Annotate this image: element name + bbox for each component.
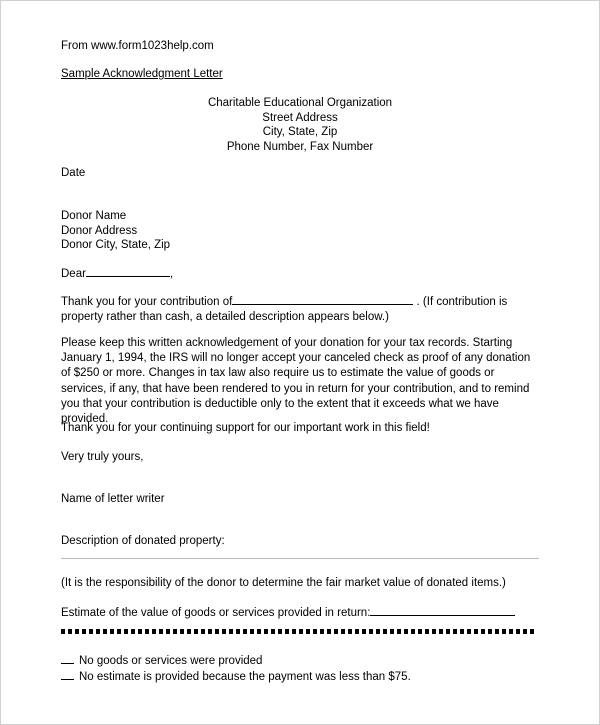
date-placeholder: Date bbox=[61, 167, 86, 179]
organization-name: Charitable Educational Organization bbox=[207, 97, 393, 109]
description-of-donated-property-label: Description of donated property: bbox=[61, 535, 225, 547]
closing-line: Very truly yours, bbox=[61, 451, 144, 463]
divider-dot bbox=[278, 629, 282, 634]
divider-dot bbox=[502, 629, 506, 634]
divider-dot bbox=[117, 629, 121, 634]
estimate-label: Estimate of the value of goods or services provided in return: bbox=[61, 607, 371, 619]
checkbox-options-list bbox=[61, 653, 539, 685]
list-item[interactable] bbox=[61, 653, 539, 669]
divider-dot bbox=[96, 629, 100, 634]
divider-dot bbox=[453, 629, 457, 634]
divider-dot bbox=[173, 629, 177, 634]
checkbox-blank-icon[interactable] bbox=[61, 670, 74, 680]
divider-dot bbox=[474, 629, 478, 634]
contribution-amount-blank-field[interactable] bbox=[232, 293, 413, 305]
checkbox-label: No goods or services were provided bbox=[79, 655, 263, 667]
divider-dot bbox=[348, 629, 352, 634]
donor-address: Donor Address bbox=[61, 224, 138, 237]
divider-dot bbox=[481, 629, 485, 634]
divider-dot bbox=[131, 629, 135, 634]
letter-writer-placeholder: Name of letter writer bbox=[61, 493, 165, 505]
divider-dot bbox=[250, 629, 254, 634]
divider-dot bbox=[229, 629, 233, 634]
divider-dot bbox=[334, 629, 338, 634]
divider-dot bbox=[362, 629, 366, 634]
donor-city-state-zip: Donor City, State, Zip bbox=[61, 239, 171, 251]
divider-dot bbox=[124, 629, 128, 634]
divider-dot bbox=[397, 629, 401, 634]
divider-dot bbox=[355, 629, 359, 634]
list-item[interactable] bbox=[61, 669, 539, 685]
donor-address-block bbox=[61, 209, 170, 253]
divider-dot bbox=[138, 629, 142, 634]
salutation-line bbox=[61, 265, 173, 281]
estimate-of-value-line bbox=[61, 604, 539, 620]
divider-dot bbox=[341, 629, 345, 634]
divider-dot bbox=[376, 629, 380, 634]
divider-dot bbox=[201, 629, 205, 634]
organization-city-state-zip: City, State, Zip bbox=[262, 126, 338, 138]
divider-dot bbox=[509, 629, 513, 634]
organization-header bbox=[61, 96, 539, 154]
main-paragraph: Please keep this written acknowledgement of your donation for your tax records. Starting January 1, 1994, the IRS will no longer accept your canceled check as proof of any donation of $250 or more. Changes in tax law also require us to estimate the value of goods or services, if any, that have been rendered to you in return for your contribution, and to remind you that your contribution is deductible only to the extent that it exceeds what we have provided. bbox=[61, 337, 531, 426]
divider-dot bbox=[467, 629, 471, 634]
divider-dot bbox=[292, 629, 296, 634]
divider-dot bbox=[460, 629, 464, 634]
divider-dot bbox=[257, 629, 261, 634]
divider-dot bbox=[82, 629, 86, 634]
divider-dot bbox=[306, 629, 310, 634]
salutation-greeting: Dear bbox=[61, 268, 86, 280]
divider-dot bbox=[390, 629, 394, 634]
divider-dot bbox=[418, 629, 422, 634]
divider-dot bbox=[159, 629, 163, 634]
contribution-text-after-blank: . (If contribution is property rather than cash, a detailed description appears below.) bbox=[61, 296, 508, 323]
thanks-paragraph: Thank you for your continuing support for our important work in this field! bbox=[61, 422, 430, 434]
divider-dot bbox=[68, 629, 72, 634]
estimate-blank-field[interactable] bbox=[370, 604, 515, 616]
divider-dot bbox=[404, 629, 408, 634]
donor-name: Donor Name bbox=[61, 210, 127, 222]
divider-dot bbox=[285, 629, 289, 634]
organization-street: Street Address bbox=[262, 111, 338, 124]
page-title: Sample Acknowledgment Letter bbox=[61, 68, 223, 80]
fair-market-value-note: (It is the responsibility of the donor to determine the fair market value of donated items.) bbox=[61, 577, 506, 589]
divider-dot bbox=[516, 629, 520, 634]
divider-dot bbox=[180, 629, 184, 634]
divider-dot bbox=[215, 629, 219, 634]
divider-dot bbox=[313, 629, 317, 634]
divider-dot bbox=[411, 629, 415, 634]
divider-dot bbox=[327, 629, 331, 634]
divider-dot bbox=[495, 629, 499, 634]
source-url-line: From www.form1023help.com bbox=[61, 40, 214, 52]
divider-dot bbox=[61, 629, 65, 634]
divider-dot bbox=[523, 629, 527, 634]
dotted-divider bbox=[61, 629, 539, 635]
contribution-text-before-blank: Thank you for your contribution of bbox=[61, 296, 233, 308]
divider-dot bbox=[75, 629, 79, 634]
organization-phone-fax: Phone Number, Fax Number bbox=[226, 140, 374, 153]
divider-dot bbox=[530, 629, 534, 634]
divider-dot bbox=[432, 629, 436, 634]
divider-dot bbox=[103, 629, 107, 634]
divider-dot bbox=[299, 629, 303, 634]
divider-dot bbox=[187, 629, 191, 634]
divider-dot bbox=[152, 629, 156, 634]
divider-dot bbox=[383, 629, 387, 634]
divider-dot bbox=[425, 629, 429, 634]
divider-dot bbox=[236, 629, 240, 634]
divider-dot bbox=[439, 629, 443, 634]
divider-dot bbox=[243, 629, 247, 634]
divider-dot bbox=[145, 629, 149, 634]
checkbox-label: No estimate is provided because the payment was less than $75. bbox=[79, 671, 411, 683]
divider-dot bbox=[271, 629, 275, 634]
divider-dot bbox=[446, 629, 450, 634]
divider-dot bbox=[194, 629, 198, 634]
divider-dot bbox=[369, 629, 373, 634]
divider-dot bbox=[110, 629, 114, 634]
checkbox-blank-icon[interactable] bbox=[61, 654, 74, 664]
salutation-comma: , bbox=[169, 268, 174, 280]
divider-dot bbox=[208, 629, 212, 634]
divider-dot bbox=[166, 629, 170, 634]
contribution-paragraph bbox=[61, 293, 539, 325]
salutation-blank-field[interactable] bbox=[86, 265, 170, 277]
divider-dot bbox=[89, 629, 93, 634]
divider-dot bbox=[488, 629, 492, 634]
divider-dot bbox=[264, 629, 268, 634]
description-horizontal-rule bbox=[61, 558, 539, 559]
divider-dot bbox=[320, 629, 324, 634]
divider-dot bbox=[222, 629, 226, 634]
